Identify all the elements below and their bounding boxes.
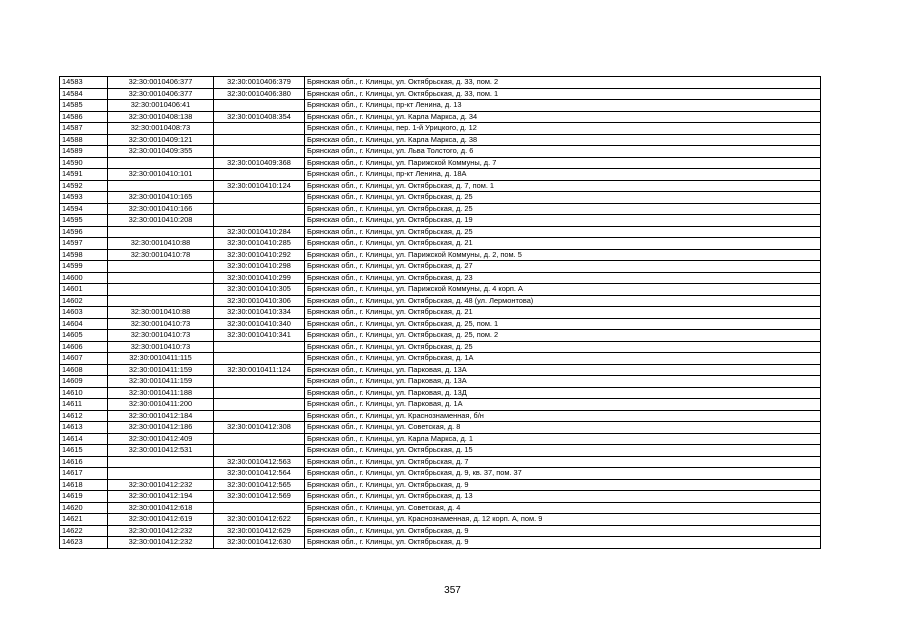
parcel-number-cell — [108, 226, 214, 238]
table-row — [60, 157, 821, 169]
row-number-cell: 14614 — [60, 433, 108, 445]
parcel-number-cell: 32:30:0010412:618 — [108, 502, 214, 514]
table-row — [60, 376, 821, 388]
object-number-cell: 32:30:0010410:124 — [214, 180, 305, 192]
table-row — [60, 502, 821, 514]
parcel-number-cell: 32:30:0010410:88 — [108, 238, 214, 250]
address-cell: Брянская обл., г. Клинцы, ул. Октябрьская, д. 25, пом. 2 — [305, 330, 821, 342]
parcel-number-cell — [108, 284, 214, 296]
parcel-number-cell — [108, 295, 214, 307]
object-number-cell — [214, 387, 305, 399]
table-body — [60, 77, 821, 549]
address-cell: Брянская обл., г. Клинцы, пр-кт Ленина, д. 13 — [305, 100, 821, 112]
object-number-cell: 32:30:0010406:380 — [214, 88, 305, 100]
parcel-number-cell: 32:30:0010412:232 — [108, 525, 214, 537]
parcel-number-cell: 32:30:0010410:101 — [108, 169, 214, 181]
address-cell: Брянская обл., г. Клинцы, ул. Октябрьская, д. 1А — [305, 353, 821, 365]
parcel-number-cell: 32:30:0010410:165 — [108, 192, 214, 204]
object-number-cell — [214, 192, 305, 204]
parcel-number-cell: 32:30:0010412:184 — [108, 410, 214, 422]
parcel-number-cell — [108, 157, 214, 169]
address-cell: Брянская обл., г. Клинцы, ул. Октябрьская, д. 25 — [305, 226, 821, 238]
row-number-cell: 14623 — [60, 537, 108, 549]
table-row — [60, 387, 821, 399]
object-number-cell — [214, 203, 305, 215]
table-row — [60, 433, 821, 445]
object-number-cell — [214, 341, 305, 353]
row-number-cell: 14607 — [60, 353, 108, 365]
object-number-cell — [214, 376, 305, 388]
object-number-cell: 32:30:0010410:306 — [214, 295, 305, 307]
address-cell: Брянская обл., г. Клинцы, ул. Октябрьская, д. 33, пом. 1 — [305, 88, 821, 100]
object-number-cell: 32:30:0010412:308 — [214, 422, 305, 434]
address-cell: Брянская обл., г. Клинцы, ул. Парковая, д. 13А — [305, 376, 821, 388]
address-cell: Брянская обл., г. Клинцы, ул. Октябрьская, д. 19 — [305, 215, 821, 227]
object-number-cell: 32:30:0010410:341 — [214, 330, 305, 342]
address-cell: Брянская обл., г. Клинцы, ул. Октябрьская, д. 7, пом. 1 — [305, 180, 821, 192]
table-row — [60, 169, 821, 181]
address-cell: Брянская обл., г. Клинцы, ул. Октябрьская, д. 25 — [305, 341, 821, 353]
address-cell: Брянская обл., г. Клинцы, ул. Краснознаменная, б/н — [305, 410, 821, 422]
address-cell: Брянская обл., г. Клинцы, ул. Парижской Коммуны, д. 4 корп. А — [305, 284, 821, 296]
table-row — [60, 215, 821, 227]
parcel-number-cell: 32:30:0010410:73 — [108, 318, 214, 330]
address-cell: Брянская обл., г. Клинцы, пер. 1-й Урицкого, д. 12 — [305, 123, 821, 135]
row-number-cell: 14602 — [60, 295, 108, 307]
object-number-cell — [214, 410, 305, 422]
table-row — [60, 111, 821, 123]
row-number-cell: 14616 — [60, 456, 108, 468]
table-row — [60, 456, 821, 468]
row-number-cell: 14621 — [60, 514, 108, 526]
row-number-cell: 14606 — [60, 341, 108, 353]
object-number-cell — [214, 146, 305, 158]
parcel-number-cell: 32:30:0010406:377 — [108, 88, 214, 100]
object-number-cell — [214, 353, 305, 365]
parcel-number-cell: 32:30:0010412:232 — [108, 479, 214, 491]
parcel-number-cell: 32:30:0010412:619 — [108, 514, 214, 526]
parcel-number-cell: 32:30:0010410:73 — [108, 330, 214, 342]
object-number-cell: 32:30:0010409:368 — [214, 157, 305, 169]
table-row — [60, 445, 821, 457]
address-cell: Брянская обл., г. Клинцы, ул. Октябрьская, д. 48 (ул. Лермонтова) — [305, 295, 821, 307]
table-row — [60, 77, 821, 89]
object-number-cell — [214, 399, 305, 411]
address-cell: Брянская обл., г. Клинцы, ул. Советская, д. 8 — [305, 422, 821, 434]
object-number-cell: 32:30:0010412:622 — [214, 514, 305, 526]
row-number-cell: 14611 — [60, 399, 108, 411]
address-cell: Брянская обл., г. Клинцы, ул. Льва Толстого, д. 6 — [305, 146, 821, 158]
address-cell: Брянская обл., г. Клинцы, ул. Октябрьская, д. 25 — [305, 203, 821, 215]
object-number-cell: 32:30:0010412:629 — [214, 525, 305, 537]
parcel-number-cell: 32:30:0010412:194 — [108, 491, 214, 503]
address-cell: Брянская обл., г. Клинцы, ул. Октябрьская, д. 21 — [305, 238, 821, 250]
parcel-number-cell: 32:30:0010410:88 — [108, 307, 214, 319]
row-number-cell: 14609 — [60, 376, 108, 388]
parcel-number-cell — [108, 456, 214, 468]
parcel-number-cell: 32:30:0010410:166 — [108, 203, 214, 215]
table-row — [60, 100, 821, 112]
table-row — [60, 180, 821, 192]
row-number-cell: 14596 — [60, 226, 108, 238]
row-number-cell: 14599 — [60, 261, 108, 273]
row-number-cell: 14601 — [60, 284, 108, 296]
table-row — [60, 134, 821, 146]
object-number-cell: 32:30:0010410:292 — [214, 249, 305, 261]
table-row — [60, 272, 821, 284]
row-number-cell: 14593 — [60, 192, 108, 204]
row-number-cell: 14598 — [60, 249, 108, 261]
address-cell: Брянская обл., г. Клинцы, ул. Октябрьская, д. 9 — [305, 525, 821, 537]
address-cell: Брянская обл., г. Клинцы, ул. Парижской Коммуны, д. 7 — [305, 157, 821, 169]
parcel-number-cell: 32:30:0010409:355 — [108, 146, 214, 158]
object-number-cell — [214, 123, 305, 135]
object-number-cell: 32:30:0010410:340 — [214, 318, 305, 330]
row-number-cell: 14620 — [60, 502, 108, 514]
object-number-cell: 32:30:0010410:285 — [214, 238, 305, 250]
table-row — [60, 123, 821, 135]
row-number-cell: 14604 — [60, 318, 108, 330]
table-row — [60, 330, 821, 342]
row-number-cell: 14608 — [60, 364, 108, 376]
object-number-cell: 32:30:0010410:305 — [214, 284, 305, 296]
parcel-number-cell: 32:30:0010408:73 — [108, 123, 214, 135]
object-number-cell — [214, 502, 305, 514]
table-row — [60, 203, 821, 215]
address-cell: Брянская обл., г. Клинцы, ул. Советская, д. 4 — [305, 502, 821, 514]
table-row — [60, 261, 821, 273]
parcel-number-cell: 32:30:0010411:159 — [108, 376, 214, 388]
address-cell: Брянская обл., г. Клинцы, ул. Краснознаменная, д. 12 корп. А, пом. 9 — [305, 514, 821, 526]
address-cell: Брянская обл., г. Клинцы, ул. Карла Маркса, д. 38 — [305, 134, 821, 146]
object-number-cell: 32:30:0010408:354 — [214, 111, 305, 123]
address-cell: Брянская обл., г. Клинцы, ул. Октябрьская, д. 9 — [305, 479, 821, 491]
address-cell: Брянская обл., г. Клинцы, ул. Октябрьская, д. 25, пом. 1 — [305, 318, 821, 330]
table-row — [60, 468, 821, 480]
address-cell: Брянская обл., г. Клинцы, ул. Октябрьская, д. 27 — [305, 261, 821, 273]
table-row — [60, 514, 821, 526]
row-number-cell: 14612 — [60, 410, 108, 422]
row-number-cell: 14590 — [60, 157, 108, 169]
parcel-number-cell: 32:30:0010406:377 — [108, 77, 214, 89]
object-number-cell: 32:30:0010406:379 — [214, 77, 305, 89]
row-number-cell: 14617 — [60, 468, 108, 480]
object-number-cell: 32:30:0010412:569 — [214, 491, 305, 503]
parcel-number-cell: 32:30:0010406:41 — [108, 100, 214, 112]
row-number-cell: 14605 — [60, 330, 108, 342]
object-number-cell: 32:30:0010412:630 — [214, 537, 305, 549]
address-cell: Брянская обл., г. Клинцы, пр-кт Ленина, д. 18А — [305, 169, 821, 181]
object-number-cell: 32:30:0010410:334 — [214, 307, 305, 319]
address-cell: Брянская обл., г. Клинцы, ул. Октябрьская, д. 33, пом. 2 — [305, 77, 821, 89]
address-cell: Брянская обл., г. Клинцы, ул. Карла Маркса, д. 1 — [305, 433, 821, 445]
object-number-cell: 32:30:0010412:565 — [214, 479, 305, 491]
address-cell: Брянская обл., г. Клинцы, ул. Парижской Коммуны, д. 2, пом. 5 — [305, 249, 821, 261]
row-number-cell: 14594 — [60, 203, 108, 215]
address-cell: Брянская обл., г. Клинцы, ул. Парковая, д. 13Д — [305, 387, 821, 399]
address-cell: Брянская обл., г. Клинцы, ул. Октябрьская, д. 23 — [305, 272, 821, 284]
table-row — [60, 422, 821, 434]
address-cell: Брянская обл., г. Клинцы, ул. Парковая, д. 13А — [305, 364, 821, 376]
object-number-cell — [214, 134, 305, 146]
row-number-cell: 14619 — [60, 491, 108, 503]
row-number-cell: 14615 — [60, 445, 108, 457]
object-number-cell — [214, 445, 305, 457]
table-row — [60, 295, 821, 307]
row-number-cell: 14613 — [60, 422, 108, 434]
table-row — [60, 341, 821, 353]
row-number-cell: 14603 — [60, 307, 108, 319]
parcel-number-cell: 32:30:0010411:188 — [108, 387, 214, 399]
parcel-number-cell: 32:30:0010410:78 — [108, 249, 214, 261]
parcel-number-cell: 32:30:0010408:138 — [108, 111, 214, 123]
page-number: 357 — [444, 585, 461, 596]
row-number-cell: 14588 — [60, 134, 108, 146]
address-cell: Брянская обл., г. Клинцы, ул. Октябрьская, д. 25 — [305, 192, 821, 204]
parcel-number-cell — [108, 468, 214, 480]
row-number-cell: 14618 — [60, 479, 108, 491]
row-number-cell: 14584 — [60, 88, 108, 100]
table-row — [60, 192, 821, 204]
parcel-number-cell: 32:30:0010411:200 — [108, 399, 214, 411]
table-row — [60, 307, 821, 319]
table-row — [60, 410, 821, 422]
row-number-cell: 14585 — [60, 100, 108, 112]
row-number-cell: 14595 — [60, 215, 108, 227]
table-row — [60, 249, 821, 261]
table-row — [60, 88, 821, 100]
table-row — [60, 353, 821, 365]
parcel-number-cell: 32:30:0010411:115 — [108, 353, 214, 365]
parcel-number-cell — [108, 180, 214, 192]
parcel-number-cell: 32:30:0010412:531 — [108, 445, 214, 457]
row-number-cell: 14587 — [60, 123, 108, 135]
address-cell: Брянская обл., г. Клинцы, ул. Парковая, д. 1А — [305, 399, 821, 411]
parcel-number-cell: 32:30:0010410:73 — [108, 341, 214, 353]
table-row — [60, 491, 821, 503]
cadastral-table — [59, 76, 821, 549]
table-row — [60, 226, 821, 238]
row-number-cell: 14591 — [60, 169, 108, 181]
row-number-cell: 14610 — [60, 387, 108, 399]
parcel-number-cell: 32:30:0010412:409 — [108, 433, 214, 445]
object-number-cell — [214, 169, 305, 181]
row-number-cell: 14592 — [60, 180, 108, 192]
table-row — [60, 479, 821, 491]
table-row — [60, 146, 821, 158]
row-number-cell: 14586 — [60, 111, 108, 123]
address-cell: Брянская обл., г. Клинцы, ул. Карла Маркса, д. 34 — [305, 111, 821, 123]
address-cell: Брянская обл., г. Клинцы, ул. Октябрьская, д. 15 — [305, 445, 821, 457]
object-number-cell: 32:30:0010412:564 — [214, 468, 305, 480]
parcel-number-cell — [108, 272, 214, 284]
parcel-number-cell: 32:30:0010409:121 — [108, 134, 214, 146]
parcel-number-cell: 32:30:0010411:159 — [108, 364, 214, 376]
object-number-cell: 32:30:0010410:284 — [214, 226, 305, 238]
object-number-cell: 32:30:0010411:124 — [214, 364, 305, 376]
address-cell: Брянская обл., г. Клинцы, ул. Октябрьская, д. 21 — [305, 307, 821, 319]
address-cell: Брянская обл., г. Клинцы, ул. Октябрьская, д. 13 — [305, 491, 821, 503]
table-row — [60, 318, 821, 330]
row-number-cell: 14589 — [60, 146, 108, 158]
object-number-cell: 32:30:0010410:298 — [214, 261, 305, 273]
parcel-number-cell — [108, 261, 214, 273]
object-number-cell — [214, 215, 305, 227]
table-row — [60, 364, 821, 376]
address-cell: Брянская обл., г. Клинцы, ул. Октябрьская, д. 7 — [305, 456, 821, 468]
object-number-cell: 32:30:0010410:299 — [214, 272, 305, 284]
object-number-cell — [214, 100, 305, 112]
parcel-number-cell: 32:30:0010410:208 — [108, 215, 214, 227]
address-cell: Брянская обл., г. Клинцы, ул. Октябрьская, д. 9 — [305, 537, 821, 549]
address-cell: Брянская обл., г. Клинцы, ул. Октябрьская, д. 9, кв. 37, пом. 37 — [305, 468, 821, 480]
row-number-cell: 14597 — [60, 238, 108, 250]
table-row — [60, 537, 821, 549]
row-number-cell: 14600 — [60, 272, 108, 284]
object-number-cell: 32:30:0010412:563 — [214, 456, 305, 468]
table-row — [60, 238, 821, 250]
table-row — [60, 525, 821, 537]
row-number-cell: 14622 — [60, 525, 108, 537]
table-row — [60, 284, 821, 296]
parcel-number-cell: 32:30:0010412:186 — [108, 422, 214, 434]
object-number-cell — [214, 433, 305, 445]
parcel-number-cell: 32:30:0010412:232 — [108, 537, 214, 549]
table-row — [60, 399, 821, 411]
row-number-cell: 14583 — [60, 77, 108, 89]
